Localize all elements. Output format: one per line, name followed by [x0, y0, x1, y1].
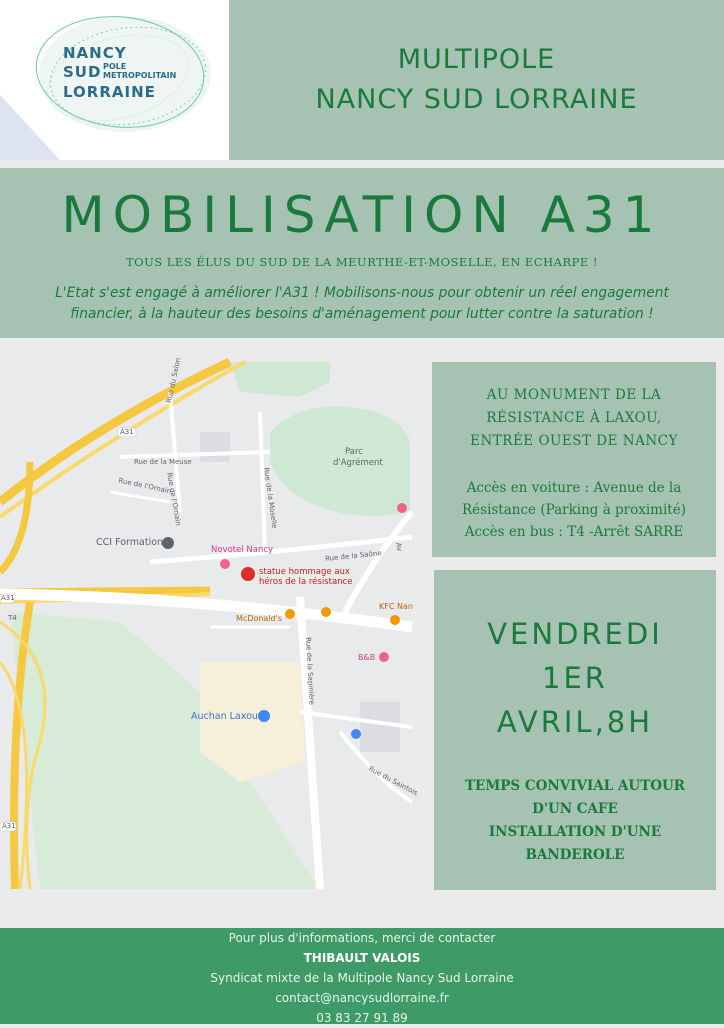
subtitle: TOUS LES ÉLUS DU SUD DE LA MEURTHE-ET-MOSELLE, EN ECHARPE !	[125, 255, 599, 269]
header-line-2: NANCY SUD LORRAINE	[315, 84, 638, 115]
event-details	[434, 775, 716, 867]
date-line-1: VENDREDI	[487, 617, 663, 651]
map-label-av: Av	[394, 542, 404, 552]
map-label-a31-top: A31	[120, 428, 134, 436]
footer-contact-name: THIBAULT VALOIS	[303, 951, 421, 965]
map-label-novotel: Novotel Nancy	[211, 545, 274, 555]
logo-text-sud: SUD	[63, 63, 102, 81]
location-line-3: ENTRÉE OUEST DE NANCY	[470, 433, 678, 449]
map-label-bb: B&B	[358, 653, 376, 662]
date-line-2: 1ER	[542, 661, 608, 695]
footer-email[interactable]: contact@nancysudlorraine.fr	[275, 991, 449, 1005]
location-box	[432, 362, 716, 557]
footer	[0, 928, 724, 1024]
map-label-parc-1: Parc	[345, 447, 363, 457]
event-details-line-4: BANDEROLE	[525, 847, 625, 863]
event-details-line-1: TEMPS CONVIVIAL AUTOUR	[464, 778, 685, 794]
map-label-cci: CCI Formation	[96, 537, 164, 548]
event-details-line-2: D'UN CAFE	[532, 801, 618, 817]
map-graphic	[0, 362, 412, 889]
map-label-rue-meuse: Rue de la Meuse	[134, 458, 192, 466]
access-info	[432, 477, 716, 543]
map-label-rue-ornain: Rue de l'Ornain	[117, 476, 172, 496]
logo-graphic	[0, 0, 229, 160]
map-label-mcdonalds: McDonald's	[236, 614, 282, 623]
map-label-parc-2: d'Agrément	[333, 458, 383, 468]
appeal-line-1: L'Etat s'est engagé à améliorer l'A31 ! Mobilisons-nous pour obtenir un réel engagement	[55, 285, 669, 301]
date-line-3: AVRIL,8H	[496, 705, 654, 739]
logo	[0, 0, 229, 160]
map-label-auchan: Auchan Laxou	[191, 711, 258, 722]
map-label-rue-saone: Rue de la Saône	[324, 549, 382, 563]
map-label-statue-1: statue hommage aux	[259, 567, 350, 577]
date-box	[434, 570, 716, 890]
map-label-rue-salon: Rue du Salon	[165, 356, 183, 404]
appeal-line-2: financier, à la hauteur des besoins d'aménagement pour lutter contre la saturation !	[70, 306, 654, 322]
map-label-rue-saintois: Rue du Saintois	[367, 764, 420, 798]
main-title: MOBILISATION A31	[61, 186, 663, 244]
location-line-2: RÉSISTANCE À LAXOU,	[486, 410, 662, 426]
map-label-rue-ornain-2: Rue de l'Ornain	[165, 472, 183, 527]
map-label-rue-sapiniere: Rue de la Sapinière	[304, 637, 316, 706]
access-line-2: Résistance (Parking à proximité)	[461, 502, 686, 518]
map-label-a31-bottom: A31	[2, 822, 16, 830]
footer-contact-intro: Pour plus d'informations, merci de contacter	[228, 931, 496, 945]
logo-text-pole: POLE	[103, 62, 127, 71]
appeal-text	[20, 283, 704, 325]
access-line-3: Accès en bus : T4 -Arrêt SARRE	[464, 524, 684, 540]
footer-organization: Syndicat mixte de la Multipole Nancy Sud Lorraine	[210, 971, 514, 985]
map-label-statue-2: héros de la résistance	[259, 577, 353, 587]
location-title	[432, 384, 716, 453]
map[interactable]	[0, 356, 420, 889]
footer-phone[interactable]: 03 83 27 91 89	[316, 1011, 408, 1025]
event-details-line-3: INSTALLATION D'UNE	[488, 824, 662, 840]
map-label-rue-moselle: Rue de la Moselle	[262, 467, 279, 529]
banner	[0, 168, 724, 338]
access-line-1: Accès en voiture : Avenue de la	[466, 480, 682, 496]
location-line-1: AU MONUMENT DE LA	[486, 387, 662, 403]
logo-text-nancy: NANCY	[63, 44, 127, 62]
map-label-kfc: KFC Nan	[379, 602, 413, 611]
map-label-t4: T4	[8, 614, 17, 622]
header	[229, 0, 724, 160]
logo-text-metropolitain: METROPOLITAIN	[103, 71, 177, 80]
date-text	[434, 612, 716, 744]
map-label-a31-left: A31	[1, 594, 15, 602]
header-line-1: MULTIPOLE	[397, 44, 556, 75]
logo-text-lorraine: LORRAINE	[63, 83, 156, 101]
